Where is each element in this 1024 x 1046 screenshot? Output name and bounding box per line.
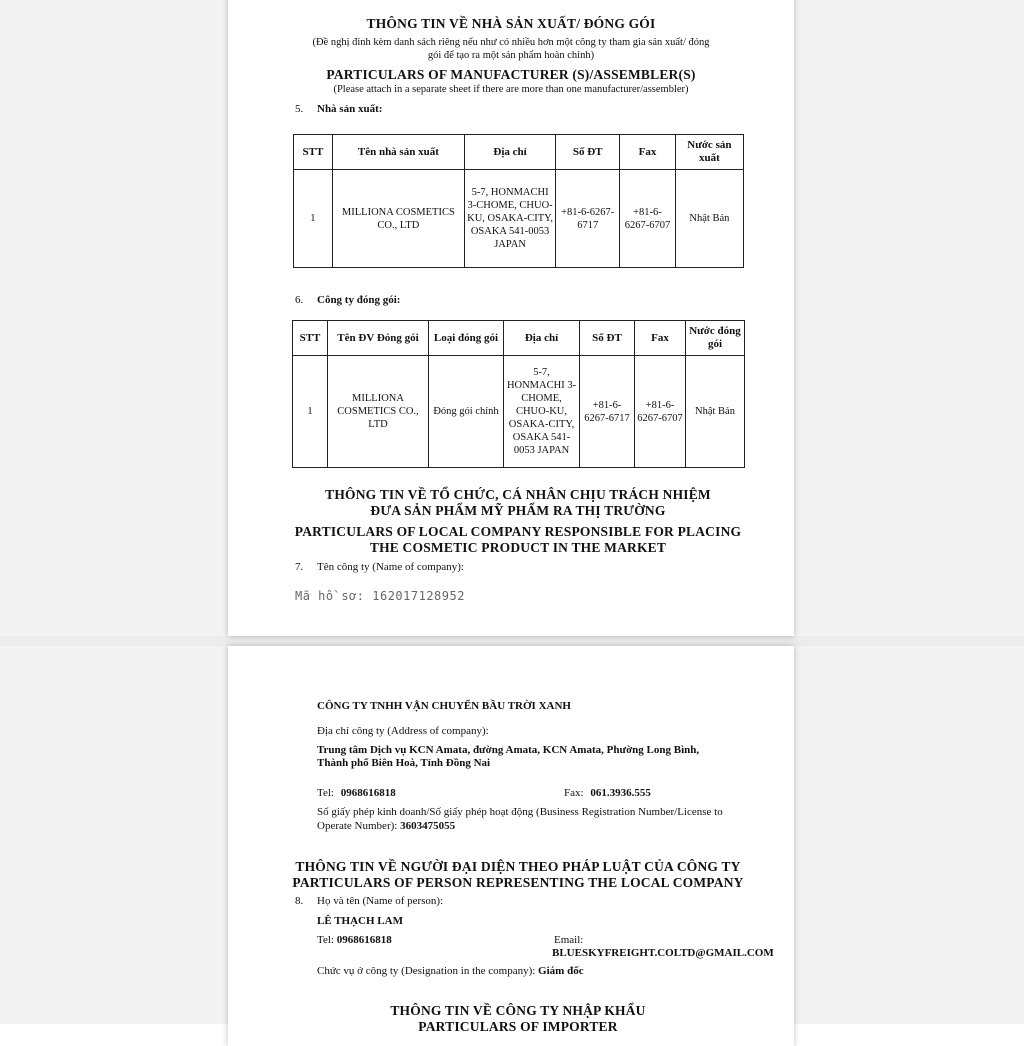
license-line-2 (317, 820, 455, 832)
person-name: LÊ THẠCH LAM (317, 915, 403, 927)
col-header: Tên ĐV Đóng gói (328, 321, 429, 356)
col-header: Địa chỉ (464, 135, 555, 170)
section-7-number: 7. (295, 561, 304, 573)
cell-fax: +81-6-6267-6707 (620, 170, 676, 268)
designation (317, 965, 584, 977)
cell-country: Nhật Bản (686, 356, 745, 468)
company-name: CÔNG TY TNHH VẬN CHUYỂN BẦU TRỜI XANH (317, 700, 571, 712)
cell-stt: 1 (294, 170, 333, 268)
address-label: Địa chỉ công ty (Address of company): (317, 725, 489, 737)
table-row (293, 356, 745, 468)
fax-label: Fax: (564, 787, 584, 799)
manufacturer-table (293, 134, 744, 268)
left-margin (0, 0, 228, 1024)
license-line-1: Số giấy phép kinh doanh/Số giấy phép hoạt động (Business Registration Number/License to (317, 806, 723, 818)
license-label: Operate Number): (317, 820, 401, 832)
cell-address: 5-7, HONMACHI 3-CHOME, CHUO-KU, OSAKA-CITY, OSAKA 541-0053 JAPAN (464, 170, 555, 268)
fax-value: 061.3936.555 (590, 787, 651, 799)
email-label: Email: (554, 934, 584, 946)
document-page-2 (228, 646, 794, 1046)
note-vn-1: (Đề nghị đính kèm danh sách riêng nếu như có nhiều hơn một công ty tham gia sản xuất/ đóng (312, 37, 710, 48)
col-header: Nước đóng gói (686, 321, 745, 356)
person-tel-value: 0968616818 (336, 934, 392, 946)
section-6-label: Công ty đóng gói: (317, 294, 401, 306)
responsible-title-vn-1: THÔNG TIN VỀ TỔ CHỨC, CÁ NHÂN CHỊU TRÁCH NHIỆM (325, 487, 711, 502)
col-header: STT (293, 321, 328, 356)
address-line-2: Thành phố Biên Hoà, Tỉnh Đồng Nai (317, 757, 491, 769)
cell-phone: +81-6-6267-6717 (556, 170, 620, 268)
cell-address: 5-7, HONMACHI 3-CHOME, CHUO-KU, OSAKA-CITY, OSAKA 541-0053 JAPAN (504, 356, 580, 468)
section-8-number: 8. (295, 895, 304, 907)
col-header: Fax (635, 321, 686, 356)
responsible-title-en-1: PARTICULARS OF LOCAL COMPANY RESPONSIBLE FOR PLACING (294, 524, 742, 539)
responsible-title-vn-2: ĐƯA SẢN PHẨM MỸ PHẨM RA THỊ TRƯỜNG (370, 503, 666, 518)
file-code: Mã hồ sơ: 162017128952 (295, 589, 465, 603)
tel-label: Tel: (317, 787, 334, 799)
person-tel-label: Tel: (317, 934, 337, 946)
responsible-title-en-2: THE COSMETIC PRODUCT IN THE MARKET (369, 540, 667, 555)
tel-row (317, 787, 396, 799)
address-line-1: Trung tâm Dịch vụ KCN Amata, đường Amata, KCN Amata, Phường Long Bình, (317, 744, 700, 756)
document-page-1 (228, 0, 794, 636)
email-value: BLUESKYFREIGHT.COLTD@GMAIL.COM (552, 947, 774, 959)
right-margin (794, 0, 1024, 1024)
col-header: Địa chỉ (504, 321, 580, 356)
title-vn: THÔNG TIN VỀ NHÀ SẢN XUẤT/ ĐÓNG GÓI (366, 16, 656, 31)
col-header: Fax (620, 135, 676, 170)
col-header: Nước sản xuất (675, 135, 743, 170)
note-en: (Please attach in a separate sheet if there are more than one manufacturer/assembler) (333, 84, 689, 95)
designation-value: Giám đốc (538, 965, 584, 977)
fax-row (564, 787, 651, 799)
section-5-label: Nhà sản xuất: (317, 103, 383, 115)
cell-type: Đóng gói chính (429, 356, 504, 468)
importer-title-vn: THÔNG TIN VỀ CÔNG TY NHẬP KHẨU (390, 1003, 646, 1018)
col-header: Số ĐT (556, 135, 620, 170)
section-8-label: Họ và tên (Name of person): (317, 895, 444, 907)
note-vn-2: gói để tạo ra một sản phẩm hoàn chỉnh) (427, 50, 595, 61)
section-5-number: 5. (295, 103, 304, 115)
designation-label: Chức vụ ở công ty (Designation in the company): (317, 965, 539, 977)
person-tel (317, 934, 392, 946)
cell-fax: +81-6-6267-6707 (635, 356, 686, 468)
tel-value: 0968616818 (340, 787, 396, 799)
cell-phone: +81-6-6267-6717 (580, 356, 635, 468)
section-7-label: Tên công ty (Name of company): (317, 561, 464, 573)
cell-name: MILLIONA COSMETICS CO., LTD (328, 356, 429, 468)
table-row (294, 170, 744, 268)
col-header: Số ĐT (580, 321, 635, 356)
importer-title-en: PARTICULARS OF IMPORTER (418, 1019, 618, 1034)
cell-stt: 1 (293, 356, 328, 468)
col-header: Loại đóng gói (429, 321, 504, 356)
license-value: 3603475055 (400, 820, 456, 832)
title-en: PARTICULARS OF MANUFACTURER (S)/ASSEMBLER(S) (326, 67, 696, 82)
representative-title-vn: THÔNG TIN VỀ NGƯỜI ĐẠI DIỆN THEO PHÁP LUẬT CỦA CÔNG TY (295, 859, 741, 874)
cell-name: MILLIONA COSMETICS CO., LTD (332, 170, 464, 268)
packer-table (292, 320, 745, 468)
col-header: STT (294, 135, 333, 170)
cell-country: Nhật Bản (675, 170, 743, 268)
representative-title-en: PARTICULARS OF PERSON REPRESENTING THE LOCAL COMPANY (292, 875, 744, 890)
table-header-row (294, 135, 744, 170)
col-header: Tên nhà sản xuất (332, 135, 464, 170)
table-header-row (293, 321, 745, 356)
page-gap (0, 636, 1024, 646)
section-6-number: 6. (295, 294, 304, 306)
